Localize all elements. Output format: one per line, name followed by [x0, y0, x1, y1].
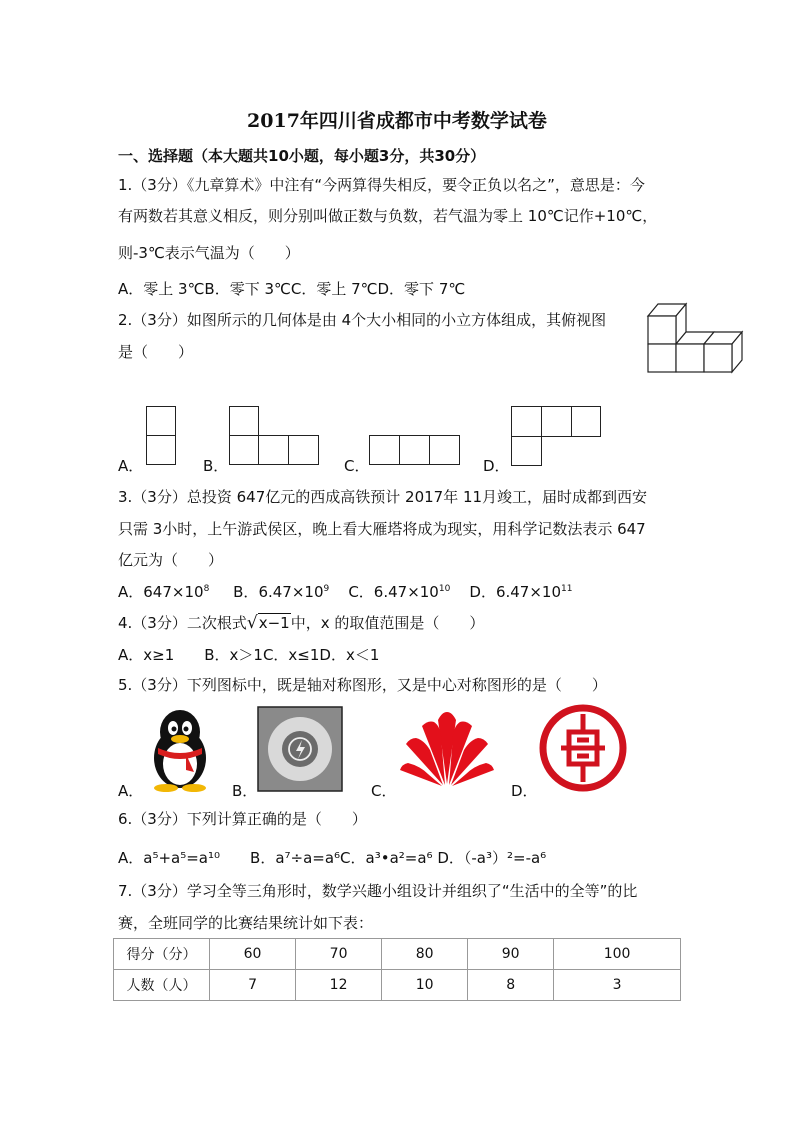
section-heading: 一、选择题（本大题共10小题，每小题3分，共30分）	[118, 147, 486, 165]
q2-option-d-label: D．	[483, 457, 510, 475]
q3-b-base: 6.47×10	[258, 583, 324, 601]
power-disc-icon	[257, 706, 343, 792]
table-header-cell: 人数（人）	[114, 970, 210, 1001]
red-bank-seal-icon	[539, 704, 627, 792]
q3-d-base: 6.47×10	[495, 583, 562, 601]
q2-line2: 是（ ）	[118, 343, 194, 361]
q3-d-exp: 11	[561, 584, 573, 594]
table-cell: 10	[382, 970, 468, 1001]
q3-line1: 3.（3分）总投资 647亿元的西成高铁预计 2017年 11月竣工，届时成都到西安	[118, 488, 648, 506]
score-table	[113, 938, 681, 1001]
q2-option-a-label: A．	[118, 457, 144, 475]
q5-option-d-label: D．	[511, 782, 538, 800]
q3-a-label: A．	[118, 583, 144, 601]
sqrt-symbol-icon: √	[246, 613, 258, 633]
q5-option-c-label: C．	[371, 782, 397, 800]
q7-line2: 赛，全班同学的比赛结果统计如下表：	[118, 914, 374, 932]
qq-penguin-icon	[144, 706, 216, 792]
red-petal-logo-icon	[398, 708, 496, 788]
q3-c-label: C．	[348, 583, 374, 601]
q2-option-b-label: B．	[203, 457, 229, 475]
table-cell: 3	[554, 970, 681, 1001]
q2-d-square	[571, 406, 601, 437]
q5-option-b-label: B．	[232, 782, 258, 800]
q2-a-square	[146, 435, 176, 465]
q3-c-base: 6.47×10	[373, 583, 439, 601]
q2-a-square	[146, 406, 176, 436]
q2-b-square	[258, 435, 289, 465]
q6-line1: 6.（3分）下列计算正确的是（ ）	[118, 810, 367, 828]
q3-line2: 只需 3小时，上午游武侯区，晚上看大雁塔将成为现实，用科学记数法表示 647	[118, 520, 646, 538]
q2-b-square	[229, 406, 259, 436]
q2-b-square	[288, 435, 319, 465]
table-cell: 8	[468, 970, 554, 1001]
q2-c-square	[399, 435, 430, 465]
q3-c-exp: 10	[438, 584, 451, 594]
table-header-cell: 得分（分）	[114, 939, 210, 970]
table-row	[114, 939, 681, 970]
q6-options: A．a⁵+a⁵=a¹⁰ B．a⁷÷a=a⁶C．a³•a²=a⁶ D．（-a³）²=-a⁶	[118, 849, 547, 867]
q1-line3: 则-3℃表示气温为（ ）	[118, 244, 300, 262]
table-row	[114, 970, 681, 1001]
q4-radicand: x−1	[258, 614, 290, 632]
table-cell: 7	[210, 970, 296, 1001]
q7-line1: 7.（3分）学习全等三角形时，数学兴趣小组设计并组织了“生活中的全等”的比	[118, 882, 638, 900]
q4-suffix: 中，x 的取值范围是（ ）	[290, 614, 485, 632]
q2-d-square	[541, 406, 572, 437]
q3-a-base: 647×10	[143, 583, 204, 601]
q1-line1: 1.（3分）《九章算术》中注有“今两算得失相反，要令正负以名之”，意思是：今	[118, 176, 645, 194]
q2-c-square	[429, 435, 460, 465]
q1-line2: 有两数若其意义相反，则分别叫做正数与负数，若气温为零上 10℃记作+10℃，	[118, 207, 658, 225]
q3-a-exp: 8	[203, 584, 210, 594]
q3-line3: 亿元为（ ）	[118, 551, 224, 569]
q2-d-square	[511, 406, 542, 437]
q5-option-a-label: A．	[118, 782, 144, 800]
page-title: 2017年四川省成都市中考数学试卷	[247, 110, 547, 132]
q2-option-c-label: C．	[344, 457, 370, 475]
q4-line1	[118, 613, 484, 633]
table-cell: 90	[468, 939, 554, 970]
q2-b-square	[229, 435, 259, 465]
q2-line1: 2.（3分）如图所示的几何体是由 4个大小相同的小立方体组成，其俯视图	[118, 311, 607, 329]
q2-c-square	[369, 435, 400, 465]
q4-prefix: 4.（3分）二次根式	[118, 614, 247, 632]
q4-options: A．x≥1 B．x＞1C．x≤1D．x＜1	[118, 646, 380, 664]
q2-d-square	[511, 436, 542, 466]
q5-line1: 5.（3分）下列图标中，既是轴对称图形，又是中心对称图形的是（ ）	[118, 676, 607, 694]
table-cell: 60	[210, 939, 296, 970]
table-cell: 80	[382, 939, 468, 970]
q3-options	[118, 582, 572, 602]
q3-b-exp: 9	[323, 584, 330, 594]
q3-b-label: B．	[233, 583, 259, 601]
cube-solid-figure	[644, 296, 744, 378]
table-cell: 70	[296, 939, 382, 970]
q1-options: A．零上 3℃B．零下 3℃C．零上 7℃D．零下 7℃	[118, 280, 466, 298]
q3-d-label: D．	[469, 583, 496, 601]
table-cell: 100	[554, 939, 681, 970]
table-cell: 12	[296, 970, 382, 1001]
